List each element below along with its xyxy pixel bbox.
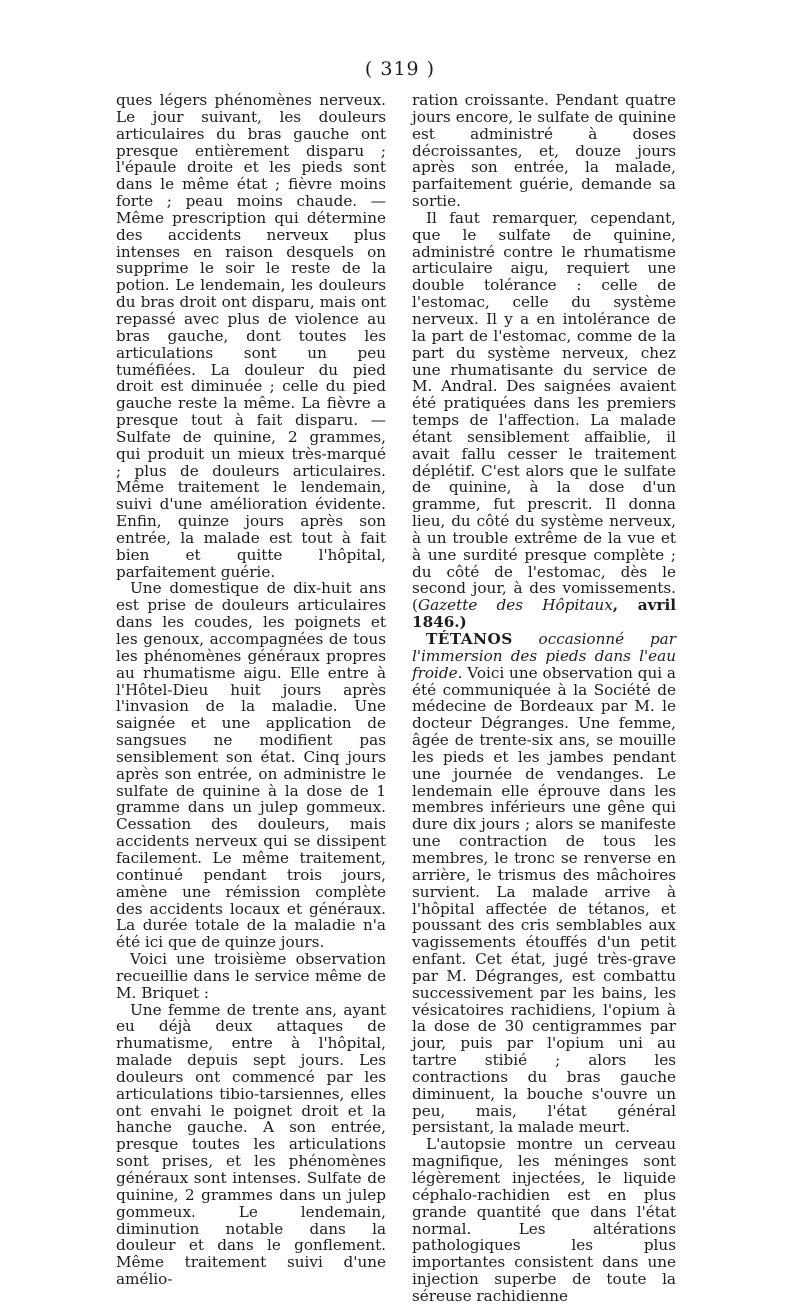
right-column [412,92,676,1305]
right-paragraph-2 [412,210,676,631]
left-paragraph-4: Une femme de trente ans, ayant eu déjà deux attaques de rhumatisme, entre à l'hôpital, malade depuis sept jours. Les douleurs ont commencé par les articulations tibio-tarsiennes, elles ont envahi le poignet droit et la hanche gauche. A son entrée, presque toutes les articulations sont prises, et les phénomènes généraux sont intenses. Sulfate de quinine, 2 grammes dans un julep gommeux. Le lendemain, diminution notable dans la douleur et dans le gonflement. Même traitement suivi d'une amélio- [116,1000,386,1289]
left-paragraph-3: Voici une troisième observation recueillie dans le service même de M. Briquet : [116,950,386,1002]
right-paragraph-2-text: Il faut remarquer, cependant, que le sulfate de quinine, administré contre le rhumatisme articulaire aigu, requiert une double tolérance : celle de l'estomac, celle du système nerveux. Il y a en intolérance de la part de l'estomac, comme de la part du système nerveux, chez une rhumatisante du service de M. Andral. Des saignées avaient été pratiquées dans les premiers temps de l'affection. La malade étant sensiblement affaiblie, il avait fallu cesser le traitement déplétif. C'est alors que le sulfate de quinine, à la dose d'un gramme, fut prescrit. Il donna lieu, du côté du système nerveux, à un trouble extrême de la vue et à une surdité presque complète ; du côté de l'estomac, dès le second jour, à des vomissements. ( [412,208,676,615]
left-column [116,92,386,1288]
left-paragraph-2: Une domestique de dix-huit ans est prise de douleurs articulaires dans les coudes, les poignets et les genoux, accompagnées de tous les phénomènes généraux propres au rhumatisme aigu. Elle entre à l'Hôtel-Dieu huit jours après l'invasion de la maladie. Une saignée et une application de sangsues ne modifient pas sensiblement son état. Cinq jours après son entrée, on administre le sulfate de quinine à la dose de 1 gramme dans un julep gommeux. Cessation des douleurs, mais accidents nerveux qui se dissipent facilement. Le même traitement, continué pendant trois jours, amène une rémission complète des accidents locaux et généraux. La durée totale de la maladie n'a été ici que de quinze jours. [116,579,386,952]
right-paragraph-1: ration croissante. Pendant quatre jours encore, le sulfate de quinine est administré à doses décroissantes, et, douze jours après son entrée, la malade, parfaitement guérie, demande sa sortie. [412,91,676,211]
right-paragraph-3-text: Voici une observation qui a été communiquée à la Société de médecine de Bordeaux par M. le docteur Dégranges. Une femme, âgée de trente-six ans, se mouille les pieds et les jambes pendant une journée de vendanges. Le lendemain elle éprouve dans les membres inférieurs une gêne qui dure dix jours ; alors se manifeste une contraction de tous les membres, le tronc se renverse en arrière, le trismus des mâchoires survient. La malade arrive à l'hôpital affectée de tétanos, et poussant des cris semblables aux vagissements étouffés d'un petit enfant. Cet état, jugé très-grave par M. Dégranges, est combattu successivement par les bains, les vésicatoires rachidiens, l'opium à la dose de 30 centigrammes par jour, puis par l'opium uni au tartre stibié ; alors les contractions du bras gauche diminuent, la bouche s'ouvre un peu, mais, l'état général persistant, la malade meurt. [412,663,676,1137]
citation-date: , avril 1846.) [412,596,676,632]
section-heading-tetanos: TÉTANOS [426,630,513,648]
page-number: ( 319 ) [364,58,436,80]
left-paragraph-1: ques légers phénomènes nerveux. Le jour suivant, les douleurs articulaires du bras gauche ont presque entièrement disparu ; l'épaule droite et les pieds sont dans le même état ; fièvre moins forte ; peau moins chaude. — Même prescription qui détermine des accidents nerveux plus intenses en raison desquels on supprime le soir le reste de la potion. Le lendemain, les douleurs du bras droit ont disparu, mais ont repassé avec plus de violence au bras gauche, dont toutes les articulations sont un peu tuméfiées. La douleur du pied droit est diminuée ; celle du pied gauche reste la même. La fièvre a presque tout à fait disparu. — Sulfate de quinine, 2 grammes, qui produit un mieux très-marqué ; plus de douleurs articulaires. Même traitement le lendemain, suivi d'une amélioration évidente. Enfin, quinze jours après son entrée, la malade est tout à fait bien et quitte l'hôpital, parfaitement guérie. [116,91,386,581]
right-paragraph-3 [412,631,676,1136]
citation-source: Gazette des Hôpitaux [417,596,613,615]
section-heading-subtitle: occasionné par l'immersion des pieds dans l'eau froide. [412,630,676,682]
right-paragraph-4: L'autopsie montre un cerveau magnifique, les méninges sont légèrement injectées, le liquide céphalo-rachidien est en plus grande quantité que dans l'état normal. Les altérations pathologiques les plus importantes consistent dans une injection superbe de toute la séreuse rachidienne [412,1135,676,1305]
